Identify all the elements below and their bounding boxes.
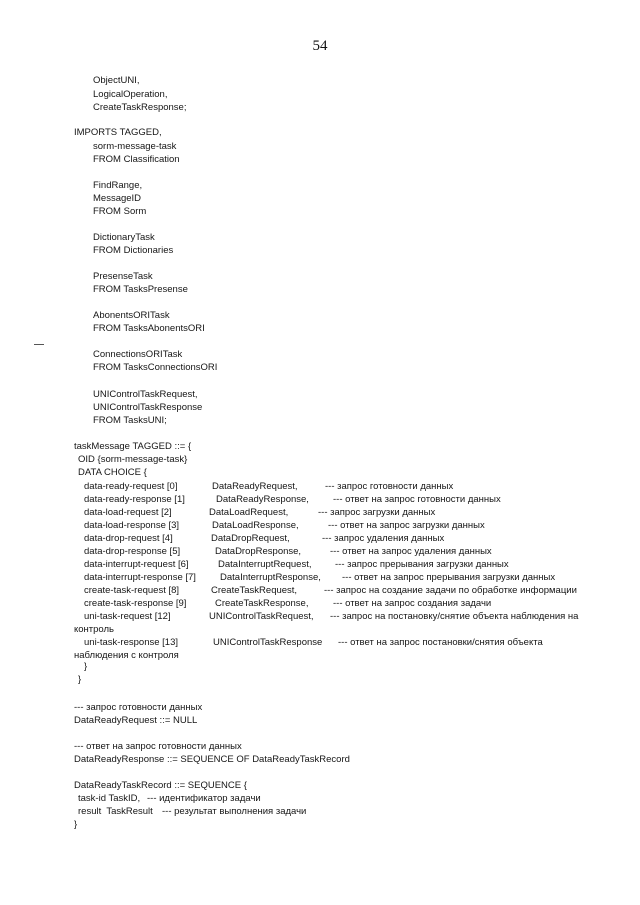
record-field-comment: --- результат выполнения задачи: [162, 806, 307, 817]
import-line: UNIControlTaskResponse: [93, 402, 203, 413]
choice-item-name: data-ready-request [0]: [84, 481, 178, 492]
choice-item-type: UNIControlTaskRequest,: [209, 611, 314, 622]
choice-item-type: DataInterruptResponse,: [220, 572, 321, 583]
choice-item-name: data-drop-response [5]: [84, 546, 181, 557]
choice-item-comment: --- ответ на запрос прерывания загрузки данных: [342, 572, 556, 583]
choice-item-name: data-load-response [3]: [84, 520, 180, 531]
choice-item-comment: --- запрос на создание задачи по обработке информации: [324, 585, 577, 596]
choice-item-type: DataReadyResponse,: [216, 494, 309, 505]
choice-item-comment: --- запрос готовности данных: [325, 481, 454, 492]
choice-item-comment: --- запрос прерывания загрузки данных: [335, 559, 509, 570]
choice-item-name: uni-task-response [13]: [84, 637, 178, 648]
import-line: UNIControlTaskRequest,: [93, 389, 198, 400]
page-number: 54: [312, 38, 328, 54]
choice-item-comment-wrap: контроль: [74, 624, 114, 635]
choice-item-type: DataLoadResponse,: [212, 520, 299, 531]
import-line: FROM Classification: [93, 154, 180, 165]
choice-close: }: [84, 661, 88, 672]
import-line: ObjectUNI,: [93, 75, 140, 86]
import-line: AbonentsORITask: [93, 310, 170, 321]
choice-item-comment: --- запрос удаления данных: [322, 533, 445, 544]
choice-item-type: UNIControlTaskResponse: [213, 637, 323, 648]
import-line: FROM TasksUNI;: [93, 415, 167, 426]
definition-line: DataReadyResponse ::= SEQUENCE OF DataReadyTaskRecord: [74, 754, 350, 765]
choice-item-name: data-drop-request [4]: [84, 533, 173, 544]
imports-header: IMPORTS TAGGED,: [74, 127, 162, 138]
choice-item-name: create-task-request [8]: [84, 585, 180, 596]
record-field-comment: --- идентификатор задачи: [147, 793, 261, 804]
choice-item-name: uni-task-request [12]: [84, 611, 171, 622]
import-line: CreateTaskResponse;: [93, 102, 187, 113]
task-message-header: taskMessage TAGGED ::= {: [74, 441, 192, 452]
data-choice-line: DATA CHOICE {: [78, 467, 147, 478]
record-field-name: task-id TaskID,: [78, 793, 141, 804]
import-line: FROM TasksPresense: [93, 284, 188, 295]
choice-item-comment: --- ответ на запрос создания задачи: [333, 598, 492, 609]
choice-item-type: DataInterruptRequest,: [218, 559, 312, 570]
choice-item-name: data-interrupt-request [6]: [84, 559, 189, 570]
import-line: ConnectionsORITask: [93, 349, 183, 360]
import-line: PresenseTask: [93, 271, 153, 282]
import-line: DictionaryTask: [93, 232, 155, 243]
choice-item-comment: --- запрос загрузки данных: [318, 507, 436, 518]
choice-item-comment: --- ответ на запрос загрузки данных: [328, 520, 485, 531]
choice-item-type: CreateTaskRequest,: [211, 585, 298, 596]
import-line: sorm-message-task: [93, 141, 177, 152]
import-line: FindRange,: [93, 180, 143, 191]
choice-item-comment: --- ответ на запрос постановки/снятия объекта: [338, 637, 543, 648]
comment-line: --- ответ на запрос готовности данных: [74, 741, 242, 752]
task-message-close: }: [78, 674, 82, 685]
choice-item-type: DataDropRequest,: [211, 533, 290, 544]
margin-mark: [34, 344, 44, 345]
choice-item-type: DataLoadRequest,: [209, 507, 289, 518]
import-line: FROM TasksAbonentsORI: [93, 323, 205, 334]
import-line: LogicalOperation,: [93, 89, 168, 100]
choice-item-comment-wrap: наблюдения с контроля: [74, 650, 179, 661]
choice-item-name: data-ready-response [1]: [84, 494, 185, 505]
choice-item-name: create-task-response [9]: [84, 598, 187, 609]
choice-item-comment: --- ответ на запрос удаления данных: [330, 546, 492, 557]
choice-item-name: data-load-request [2]: [84, 507, 172, 518]
import-line: FROM Sorm: [93, 206, 147, 217]
choice-item-type: DataReadyRequest,: [212, 481, 298, 492]
choice-item-comment: --- ответ на запрос готовности данных: [333, 494, 501, 505]
choice-item-name: data-interrupt-response [7]: [84, 572, 196, 583]
record-field-name: result TaskResult: [78, 806, 153, 817]
import-line: FROM TasksConnectionsORI: [93, 362, 218, 373]
choice-item-type: DataDropResponse,: [215, 546, 302, 557]
oid-line: OID {sorm-message-task}: [78, 454, 188, 465]
choice-item-comment: --- запрос на постановку/снятие объекта наблюдения на: [330, 611, 579, 622]
definition-line: DataReadyRequest ::= NULL: [74, 715, 198, 726]
record-close: }: [74, 819, 78, 830]
choice-item-type: CreateTaskResponse,: [215, 598, 309, 609]
comment-line: --- запрос готовности данных: [74, 702, 203, 713]
import-line: FROM Dictionaries: [93, 245, 174, 256]
import-line: MessageID: [93, 193, 142, 204]
record-header: DataReadyTaskRecord ::= SEQUENCE {: [74, 780, 247, 791]
